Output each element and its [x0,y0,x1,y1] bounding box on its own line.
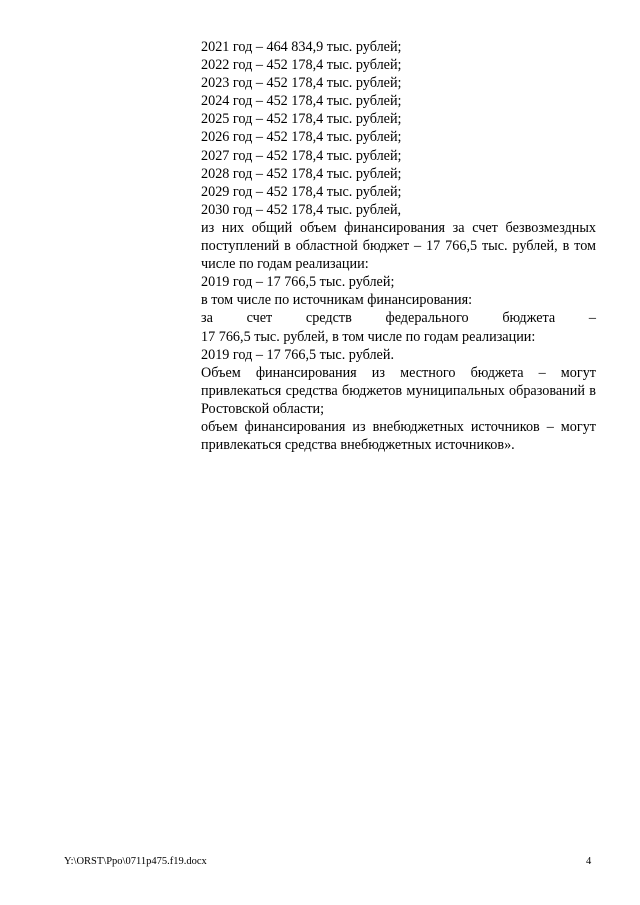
year-line-2025: 2025 год – 452 178,4 тыс. рублей; [201,111,402,128]
year-line-2028: 2028 год – 452 178,4 тыс. рублей; [201,165,402,182]
year-line-2024: 2024 год – 452 178,4 тыс. рублей; [201,93,402,110]
year-line-2027: 2027 год – 452 178,4 тыс. рублей; [201,147,402,164]
footer-file-path: Y:\ORST\Ppo\0711p475.f19.docx [64,856,207,867]
federal-2019-line: 2019 год – 17 766,5 тыс. рублей. [201,346,394,363]
year-line-2026: 2026 год – 452 178,4 тыс. рублей; [201,129,402,146]
year-line-2030: 2030 год – 452 178,4 тыс. рублей, [201,201,402,218]
gratuitous-2019-line: 2019 год – 17 766,5 тыс. рублей; [201,274,395,291]
year-line-2022: 2022 год – 452 178,4 тыс. рублей; [201,57,402,74]
federal-word: счет [246,310,273,327]
federal-word: бюджета [502,310,556,327]
year-line-2021: 2021 год – 464 834,9 тыс. рублей; [201,39,402,55]
gratuitous-receipts-paragraph: из них общий объем финансирования за счет безвозмездных поступлений в областной бюджет – 17 766,5 тыс. рублей, в том числе по годам реализации: [201,219,596,273]
year-line-2023: 2023 год – 452 178,4 тыс. рублей; [201,75,402,92]
document-body [201,38,596,454]
by-sources-line: в том числе по источникам финансирования: [201,292,473,309]
federal-word: средств [305,310,352,327]
federal-word: – [588,310,596,327]
footer-page-number: 4 [586,856,592,867]
extrabudgetary-paragraph: объем финансирования из внебюджетных источников – могут привлекаться средства внебюджетных источников». [201,418,596,454]
federal-word: за [201,310,213,327]
federal-budget-line [201,309,596,327]
local-budget-paragraph: Объем финансирования из местного бюджета – могут привлекаться средства бюджетов муниципальных образований в Ростовской области; [201,364,596,417]
federal-word: федерального [385,310,469,327]
year-line-2029: 2029 год – 452 178,4 тыс. рублей; [201,183,402,200]
federal-continuation-line: 17 766,5 тыс. рублей, в том числе по годам реализации: [201,328,536,345]
